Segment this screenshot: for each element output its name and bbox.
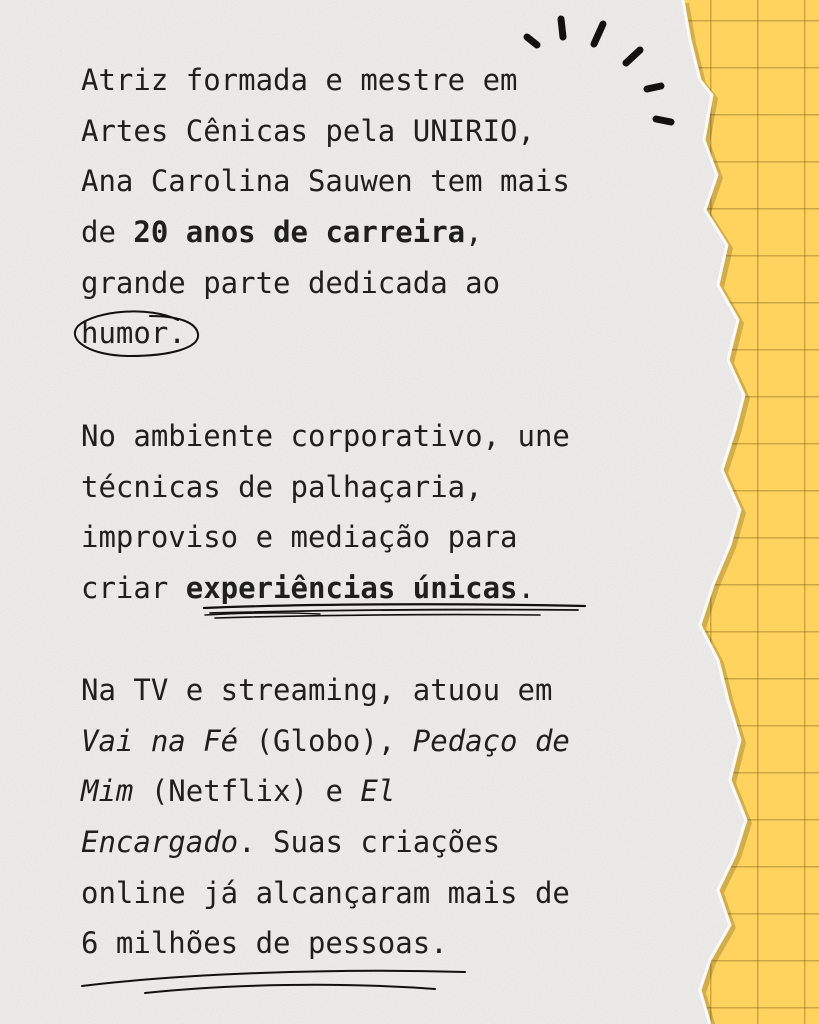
p1-line-4-pre: de	[81, 215, 134, 250]
title-pedaco-de-mim-part2: Mim	[81, 774, 134, 809]
p3-line-2	[81, 716, 681, 767]
p2-line-4-pre: criar	[81, 571, 186, 606]
highlight-unique-experiences: experiências únicas	[185, 571, 518, 606]
circled-word-humor: humor	[81, 316, 169, 351]
p2-line-1: No ambiente corporativo, une	[81, 419, 570, 453]
p3-line-4	[81, 817, 681, 868]
title-pedaco-de-mim-part1: Pedaço de	[412, 723, 570, 758]
title-vai-na-fe: Vai na Fé	[81, 723, 239, 758]
p1-line-4	[81, 207, 681, 258]
p1-line-1: Atriz formada e mestre em	[81, 63, 518, 97]
highlight-career-years: 20 anos de carreira	[133, 215, 466, 250]
paragraph-1	[81, 55, 681, 359]
p2-line-4	[81, 563, 681, 614]
p2-line-3: improviso e mediação para	[81, 520, 518, 555]
p2-line-4-post: .	[517, 571, 535, 606]
paragraph-3	[81, 665, 681, 969]
p3-line-2-mid: (Globo),	[238, 723, 413, 758]
title-el-encargado-part2: Encargado	[81, 825, 239, 860]
p1-line-6	[81, 308, 681, 359]
p3-line-6: 6 milhões de pessoas.	[81, 926, 448, 961]
p3-line-1: Na TV e streaming, atuou em	[81, 673, 553, 707]
p1-line-2: Artes Cênicas pela UNIRIO,	[81, 113, 535, 148]
p3-line-4-post: . Suas criações	[238, 825, 501, 860]
p1-line-4-post: ,	[465, 215, 483, 250]
title-el-encargado-part1: El	[360, 774, 396, 809]
p1-line-5: grande parte dedicada ao	[81, 265, 501, 300]
p2-line-2: técnicas de palhaçaria,	[81, 469, 483, 504]
p3-line-3-mid: (Netflix) e	[133, 774, 361, 809]
p3-line-5: online já alcançaram mais de	[81, 875, 570, 910]
p1-line-3: Ana Carolina Sauwen tem mais	[81, 164, 570, 199]
p1-line-6-post: .	[168, 316, 186, 351]
paragraph-2	[81, 411, 681, 614]
p3-line-3	[81, 766, 681, 817]
